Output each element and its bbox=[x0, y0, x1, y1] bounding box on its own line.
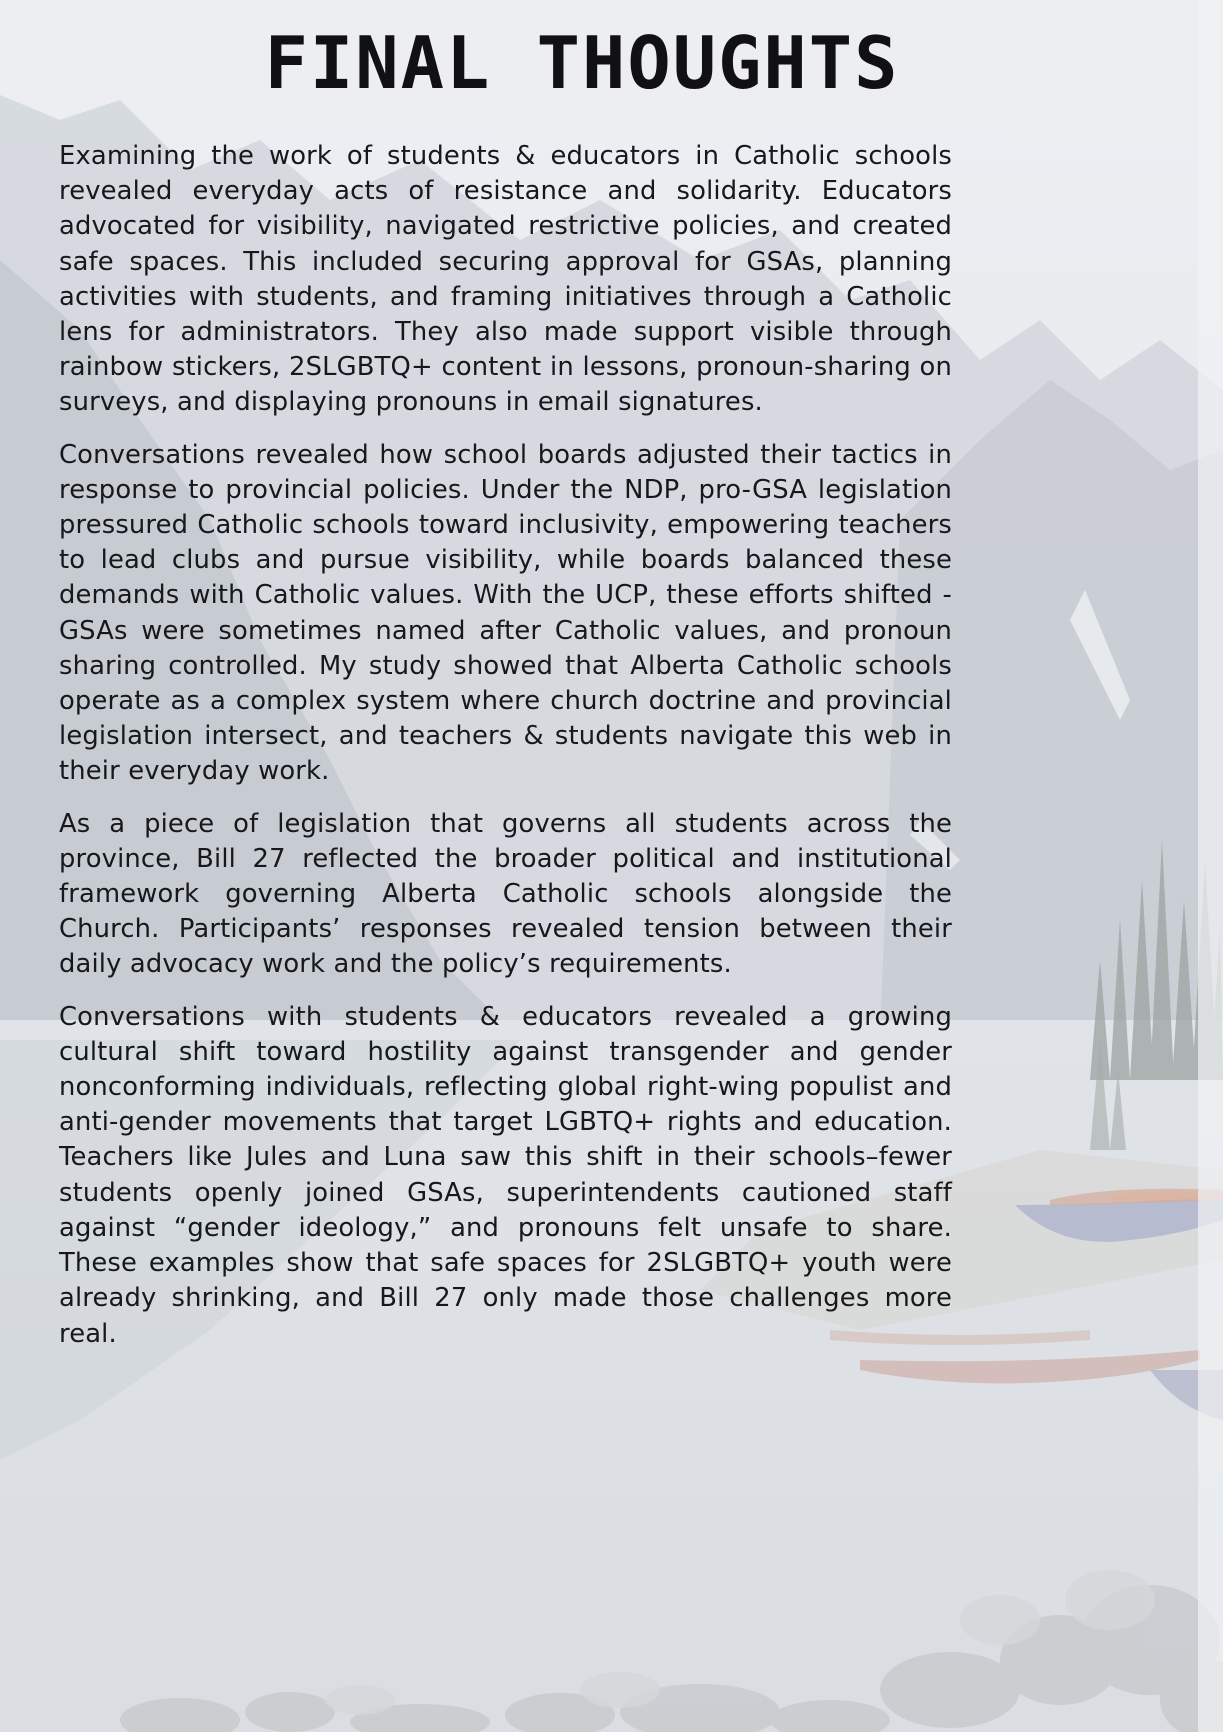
page-title: FINAL THOUGHTS bbox=[264, 21, 900, 105]
paragraph-3: As a piece of legislation that governs all students across the province, Bill 27 reflected the broader political and institutional framework governing Alberta Catholic schools alongside the Church. Participants’ responses revealed tension between their daily advocacy work and the policy’s requirements. bbox=[59, 808, 952, 980]
paragraph-4: Conversations with students & educators revealed a growing cultural shift toward hostility against transgender and gender nonconforming individuals, reflecting global right-wing populist and anti-gender movements that target LGBTQ+ rights and education. Teachers like Jules and Luna saw this shift in their schools–fewer students openly joined GSAs, superintendents cautioned staff against “gender ideology,” and pronouns felt unsafe to share. These examples show that safe spaces for 2SLGBTQ+ youth were already shrinking, and Bill 27 only made those challenges more real. bbox=[59, 1001, 952, 1349]
content-column bbox=[59, 0, 952, 1352]
edge-strip bbox=[1198, 0, 1223, 1732]
paragraph-2: Conversations revealed how school boards adjusted their tactics in response to provincial policies. Under the NDP, pro-GSA legislation pressured Catholic schools toward inclusivity, empowering teachers to lead clubs and pursue visibility, while boards balanced these demands with Catholic values. With the UCP, these efforts shifted - GSAs were sometimes named after Catholic values, and pronoun sharing controlled. My study showed that Alberta Catholic schools operate as a complex system where church doctrine and provincial legislation intersect, and teachers & students navigate this web in their everyday work. bbox=[59, 439, 952, 787]
paragraph-1: Examining the work of students & educators in Catholic schools revealed everyday acts of resistance and solidarity. Educators advocated for visibility, navigated restrictive policies, and created safe spaces. This included securing approval for GSAs, planning activities with students, and framing initiatives through a Catholic lens for administrators. They also made support visible through rainbow stickers, 2SLGBTQ+ content in lessons, pronoun-sharing on surveys, and displaying pronouns in email signatures. bbox=[59, 141, 952, 418]
